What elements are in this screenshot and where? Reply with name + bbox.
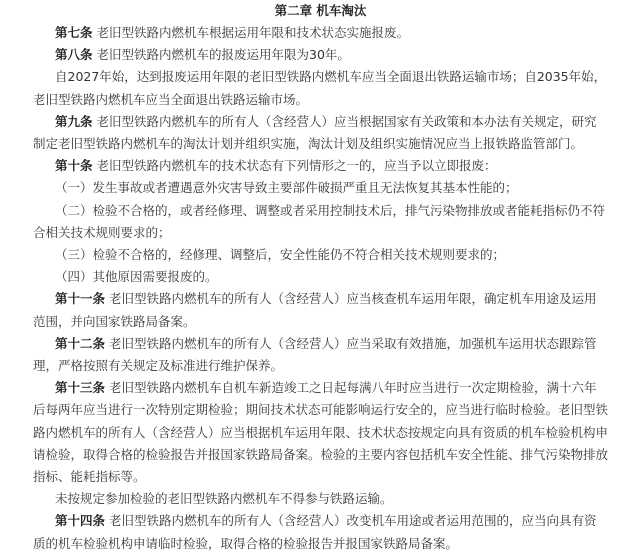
article-13 <box>33 377 608 488</box>
list-item-2 <box>33 200 608 244</box>
article-text: 老旧型铁路内燃机车根据运用年限和技术状态实施报废。 <box>92 25 409 40</box>
paragraph-retirement-schedule <box>33 66 608 110</box>
article-number: 第八条 <box>55 47 93 63</box>
article-number: 第九条 <box>55 113 93 129</box>
chapter-title: 第二章 机车淘汰 <box>274 3 367 18</box>
article-7 <box>33 22 608 44</box>
article-number: 第十四条 <box>55 513 106 529</box>
list-item-3 <box>33 244 608 266</box>
list-item-text: （一）发生事故或者遭遇意外灾害导致主要部件破损严重且无法恢复其基本性能的； <box>55 180 518 196</box>
article-text: 老旧型铁路内燃机车的技术状态有下列情形之一的，应当予以立即报废： <box>92 158 497 174</box>
article-14 <box>33 510 608 554</box>
article-text: 老旧型铁路内燃机车的报废运用年限为30年。 <box>92 47 350 63</box>
list-item-text: （四）其他原因需要报废的。 <box>55 269 218 285</box>
article-number: 第十二条 <box>55 335 106 351</box>
article-9 <box>33 111 608 155</box>
article-text: 老旧型铁路内燃机车的所有人（含经营人）应当核查机车运用年限，确定机车用途及运用范围，并向国家铁路局备案。 <box>33 291 597 329</box>
article-text: 老旧型铁路内燃机车自机车新造竣工之日起每满八年时应当进行一次定期检验，满十六年后每两年应当进行一次特别定期检验；期间技术状态可能影响运行安全的，应当进行临时检验。老旧型铁路内燃机车的所有人（含经营人）应当根据机车运用年限、技术状态按规定向具有资质的机车检验机构申请检验，取得合格的检验报告并报国家铁路局备案。检验的主要内容包括机车安全性能、排气污染物排放指标、能耗指标等。 <box>33 380 609 485</box>
article-number: 第十三条 <box>55 380 106 396</box>
list-item-text: （二）检验不合格的，或者经修理、调整或者采用控制技术后，排气污染物排放或者能耗指标仍不符合相关技术规则要求的； <box>33 202 606 240</box>
article-text: 老旧型铁路内燃机车的所有人（含经营人）应当采取有效措施，加强机车运用状态跟踪管理，严格按照有关规定及标准进行维护保养。 <box>33 335 597 374</box>
paragraph-text: 自2027年始，达到报废运用年限的老旧型铁路内燃机车应当全面退出铁路运输市场；自2035年始，老旧型铁路内燃机车应当全面退出铁路运输市场。 <box>33 69 607 107</box>
article-text: 老旧型铁路内燃机车的所有人（含经营人）改变机车用途或者运用范围的，应当向具有资质的机车检验机构申请临时检验，取得合格的检验报告并报国家铁路局备案。 <box>33 513 597 551</box>
article-10 <box>33 155 608 177</box>
article-text: 老旧型铁路内燃机车的所有人（含经营人）应当根据国家有关政策和本办法有关规定，研究制定老旧型铁路内燃机车的淘汰计划并组织实施，淘汰计划及组织实施情况应当上报铁路监管部门。 <box>33 113 597 152</box>
article-number: 第七条 <box>55 25 93 40</box>
article-number: 第十条 <box>55 158 93 174</box>
list-item-text: （三）检验不合格的，经修理、调整后，安全性能仍不符合相关技术规则要求的； <box>55 247 506 263</box>
list-item-1 <box>33 177 608 199</box>
article-11 <box>33 288 608 332</box>
list-item-4 <box>33 266 608 288</box>
paragraph-inspection-required <box>33 488 608 510</box>
paragraph-text: 未按规定参加检验的老旧型铁路内燃机车不得参与铁路运输。 <box>55 491 393 507</box>
article-8 <box>33 44 608 66</box>
article-12 <box>33 333 608 377</box>
article-number: 第十一条 <box>55 291 106 307</box>
